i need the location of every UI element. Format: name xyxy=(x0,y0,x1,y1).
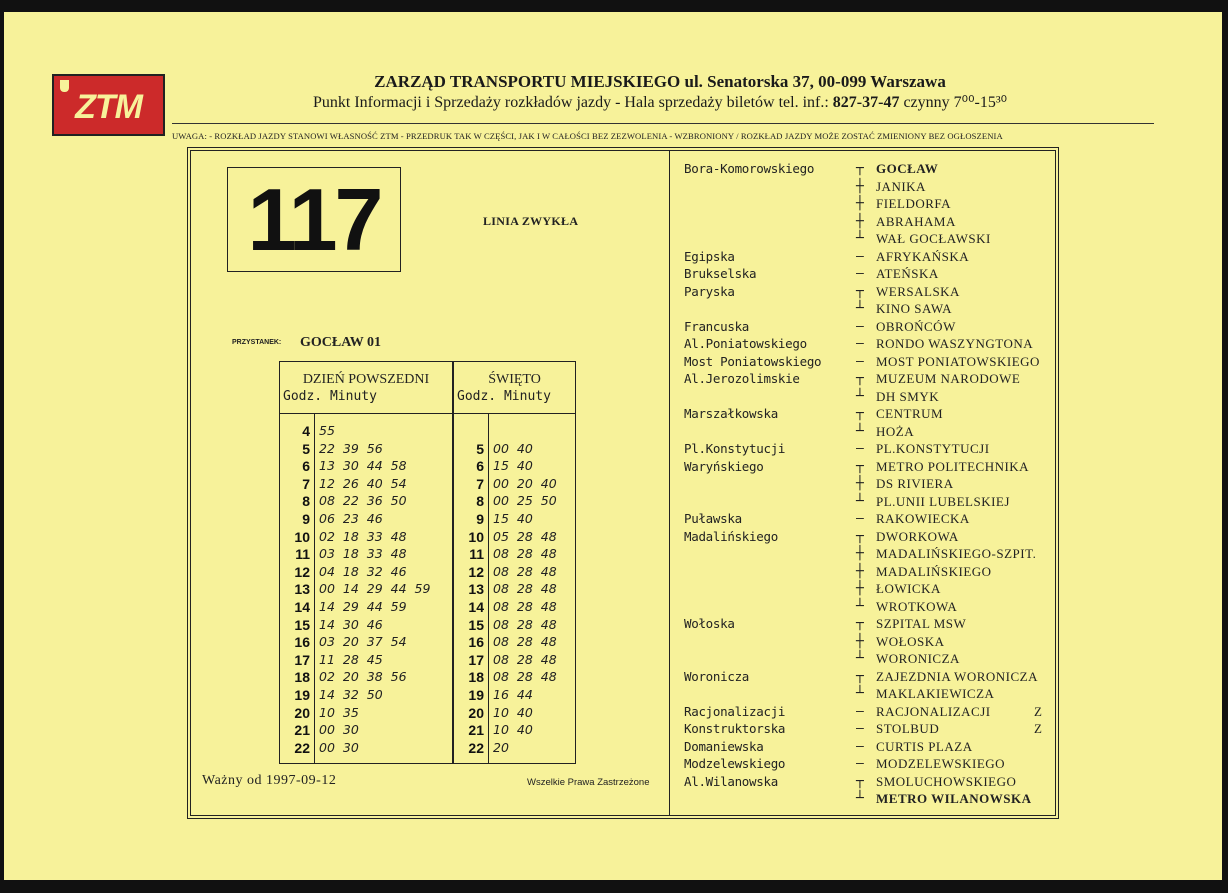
minutes-cell: 20 xyxy=(493,739,509,755)
minutes-cell: 05 28 48 xyxy=(493,528,557,544)
street-name: Modzelewskiego xyxy=(684,756,786,771)
header-phone: 827-37-47 xyxy=(832,94,900,111)
route-marker-icon: ┬ xyxy=(856,283,864,299)
minutes-cell: 14 32 50 xyxy=(319,687,383,702)
street-name: Wołoska xyxy=(684,616,735,631)
minutes-cell: 03 18 33 48 xyxy=(319,546,407,562)
route-marker-icon: ┬ xyxy=(856,161,864,176)
stop-name: MODZELEWSKIEGO xyxy=(876,756,1006,771)
route-marker-icon: ┴ xyxy=(856,686,864,701)
street-name: Egipska xyxy=(684,248,735,264)
minutes-cell: 00 30 xyxy=(319,739,359,755)
route-marker-icon: ┬ xyxy=(856,458,864,474)
street-name: Brukselska xyxy=(684,266,757,281)
minutes-cell: 00 14 29 44 59 xyxy=(319,581,431,597)
timetable-row xyxy=(280,529,452,546)
stop-name: ATEŃSKA xyxy=(876,266,939,281)
timetable-row xyxy=(280,458,452,475)
hour-cell: 9 xyxy=(302,511,310,527)
stop-name: KINO SAWA xyxy=(876,301,953,316)
column-divider xyxy=(669,150,670,816)
hour-cell: 7 xyxy=(302,475,310,492)
timetable-row xyxy=(454,564,575,581)
street-name: Al.Wilanowska xyxy=(684,773,778,789)
street-name: Al.Jerozolimskie xyxy=(684,371,800,386)
header-title: ZARZĄD TRANSPORTU MIEJSKIEGO ul. Senatorska 37, 00-099 Warszawa xyxy=(374,72,946,91)
minutes-cell: 10 40 xyxy=(493,722,533,738)
stop-name: ZAJEZDNIA WORONICZA xyxy=(876,668,1038,684)
timetable-row xyxy=(280,441,452,458)
hour-cell: 11 xyxy=(295,546,310,563)
timetable-row xyxy=(280,722,452,739)
rights-reserved: Wszelkie Prawa Zastrzeżone xyxy=(527,777,650,788)
street-name: Marszałkowska xyxy=(684,406,778,421)
stop-name: JANIKA xyxy=(876,178,926,194)
hour-cell: 18 xyxy=(468,669,484,686)
minutes-cell: 00 40 xyxy=(493,440,533,456)
route-marker-icon: ┴ xyxy=(856,423,864,439)
minutes-cell: 03 20 37 54 xyxy=(319,634,407,650)
route-marker-icon: ┬ xyxy=(856,773,864,789)
route-marker-icon: ┼ xyxy=(856,196,864,211)
weekday-header xyxy=(280,362,452,414)
hour-cell: 6 xyxy=(302,458,310,475)
street-name: Puławska xyxy=(684,511,742,526)
minutes-cell: 08 22 36 50 xyxy=(319,493,407,509)
stop-name: WROTKOWA xyxy=(876,598,958,614)
stop-name: STOLBUD xyxy=(876,721,940,736)
stop-name: SMOLUCHOWSKIEGO xyxy=(876,773,1017,789)
holiday-timetable xyxy=(453,361,576,764)
route-marker-icon: – xyxy=(856,441,864,456)
stop-name: GOCŁAW xyxy=(876,161,939,176)
timetable-row xyxy=(280,546,452,563)
minutes-cell: 15 40 xyxy=(493,458,533,474)
route-marker-icon: ┼ xyxy=(856,546,864,561)
hour-cell: 14 xyxy=(468,599,484,615)
minutes-cell: 16 44 xyxy=(493,687,533,702)
header-hours: czynny 7⁰⁰-15³⁰ xyxy=(899,94,1008,111)
minutes-cell: 11 28 45 xyxy=(319,651,383,667)
street-name: Bora-Komorowskiego xyxy=(684,161,815,176)
timetable-row xyxy=(454,511,575,528)
stop-name: FIELDORFA xyxy=(876,196,952,211)
hour-cell: 13 xyxy=(468,581,484,598)
route-marker-icon: ┬ xyxy=(856,528,864,544)
minutes-cell: 08 28 48 xyxy=(493,581,557,597)
minutes-cell: 06 23 46 xyxy=(319,511,383,526)
minutes-cell: 08 28 48 xyxy=(493,651,557,667)
header-info xyxy=(180,92,1140,112)
hour-cell: 13 xyxy=(294,581,310,598)
hour-cell: 21 xyxy=(468,722,484,739)
route-marker-icon: ┬ xyxy=(856,371,864,386)
timetable-row xyxy=(454,476,575,493)
minutes-cell: 00 25 50 xyxy=(493,493,557,509)
stop-name: PL.UNII LUBELSKIEJ xyxy=(876,493,1010,509)
street-name: Woronicza xyxy=(684,668,750,684)
timetable-row xyxy=(280,687,452,704)
stop-name: MADALIŃSKIEGO xyxy=(876,563,992,579)
timetable-row xyxy=(280,705,452,722)
route-marker-icon: ┴ xyxy=(856,598,864,614)
weekday-timetable xyxy=(279,361,453,764)
holiday-subhead: Godz. Minuty xyxy=(457,389,551,404)
route-marker-icon: ┼ xyxy=(856,581,864,596)
street-name: Racjonalizacji xyxy=(684,703,786,719)
minutes-cell: 14 30 46 xyxy=(319,616,383,632)
stop-name: WOŁOSKA xyxy=(876,633,945,649)
minutes-cell: 00 30 xyxy=(319,722,359,738)
stop-name: RAKOWIECKA xyxy=(876,511,970,526)
route-marker-icon: ┬ xyxy=(856,616,864,631)
line-type: LINIA ZWYKŁA xyxy=(483,214,579,228)
timetable-row xyxy=(280,493,452,510)
stop-name: WAŁ GOCŁAWSKI xyxy=(876,231,991,246)
stop-name: ŁOWICKA xyxy=(876,581,941,596)
timetable-row xyxy=(280,564,452,581)
hour-cell: 9 xyxy=(476,511,484,527)
stop-name: AFRYKAŃSKA xyxy=(876,248,970,264)
route-marker-icon: ┼ xyxy=(856,213,864,229)
header-info-text: Punkt Informacji i Sprzedaży rozkładów jazdy - Hala sprzedaży biletów tel. inf.: xyxy=(312,94,833,111)
timetable-row xyxy=(280,581,452,598)
hour-cell: 16 xyxy=(468,634,484,651)
minutes-cell: 10 40 xyxy=(493,704,533,720)
stop-name: ABRAHAMA xyxy=(876,213,956,229)
street-name: Madalińskiego xyxy=(684,528,778,544)
route-marker-icon: – xyxy=(856,353,864,369)
street-name: Most Poniatowskiego xyxy=(684,353,822,369)
timetable-row xyxy=(280,476,452,493)
stop-label: PRZYSTANEK: xyxy=(232,339,282,346)
timetable-row xyxy=(280,511,452,528)
timetable-row xyxy=(454,599,575,616)
stop-name: MADALIŃSKIEGO-SZPIT. xyxy=(876,546,1037,561)
minutes-cell: 08 28 48 xyxy=(493,546,557,562)
copyright-warning: UWAGA: - ROZKŁAD JAZDY STANOWI WŁASNOŚĆ ZTM - PRZEDRUK TAK W CZĘŚCI, JAK I W CAŁOŚCI BEZ ZEZWOLENIA - WZBRONIONY / ROZKŁAD JAZDY MOŻE ZOSTAĆ ZMIENIONY BEZ OGŁOSZENIA xyxy=(172,131,1003,141)
route-marker-icon: ┼ xyxy=(856,476,864,491)
timetable-row xyxy=(454,687,575,704)
route-marker-icon: ┬ xyxy=(856,668,864,684)
stop-name: PL.KONSTYTUCJI xyxy=(876,441,990,456)
minutes-cell: 08 28 48 xyxy=(493,616,557,632)
hour-cell: 16 xyxy=(294,634,310,651)
route-marker-icon: ┴ xyxy=(856,231,864,246)
weekday-title: DZIEŃ POWSZEDNI xyxy=(302,372,430,387)
timetable-row xyxy=(280,652,452,669)
stop-name: MAKLAKIEWICZA xyxy=(876,686,995,701)
hour-cell: 8 xyxy=(302,493,310,510)
route-marker-icon: – xyxy=(856,336,864,351)
ztm-logo xyxy=(52,74,165,136)
route-marker-icon: ┼ xyxy=(856,633,864,649)
timetable-row xyxy=(454,705,575,722)
timetable-row xyxy=(454,740,575,757)
route-marker-icon: ┼ xyxy=(856,563,864,579)
timetable-row xyxy=(280,617,452,634)
request-stop-flag: Z xyxy=(1034,703,1042,719)
route-marker-icon: ┴ xyxy=(856,791,864,806)
weekday-subhead: Godz. Minuty xyxy=(283,389,377,404)
hour-cell: 12 xyxy=(468,563,484,580)
route-marker-icon: – xyxy=(856,721,864,736)
hour-cell: 5 xyxy=(476,440,484,457)
stop-name: DS RIVIERA xyxy=(876,476,954,491)
timetable-row xyxy=(280,599,452,616)
hour-cell: 15 xyxy=(468,616,484,633)
hour-cell: 21 xyxy=(294,722,310,739)
street-name: Al.Poniatowskiego xyxy=(684,336,807,351)
route-marker-icon: – xyxy=(856,318,864,334)
hour-cell: 14 xyxy=(294,599,310,615)
hour-cell: 20 xyxy=(468,704,484,721)
timetable-row xyxy=(454,652,575,669)
route-marker-icon: – xyxy=(856,738,864,754)
route-marker-icon: ┼ xyxy=(856,178,864,194)
hour-cell: 11 xyxy=(469,546,484,563)
stop-name: RACJONALIZACJI xyxy=(876,703,991,719)
route-marker-icon: ┴ xyxy=(856,301,864,316)
stop-name: CURTIS PLAZA xyxy=(876,738,973,754)
stop-name: OBROŃCÓW xyxy=(876,318,956,334)
header-rule xyxy=(172,123,1154,124)
hour-cell: 10 xyxy=(468,528,484,545)
street-name: Paryska xyxy=(684,283,735,299)
minutes-cell: 08 28 48 xyxy=(493,634,557,650)
minutes-cell: 08 28 48 xyxy=(493,563,557,579)
hour-cell: 19 xyxy=(294,687,310,703)
minutes-cell: 02 20 38 56 xyxy=(319,669,407,685)
route-marker-icon: ┴ xyxy=(856,388,864,404)
timetable-row xyxy=(280,669,452,686)
hour-cell: 8 xyxy=(476,493,484,510)
stop-name: DH SMYK xyxy=(876,388,940,404)
stop-name: GOCŁAW 01 xyxy=(300,335,382,350)
minutes-cell: 10 35 xyxy=(319,704,359,720)
street-name: Domaniewska xyxy=(684,738,764,754)
route-marker-icon: ┴ xyxy=(856,651,864,666)
timetable-row xyxy=(454,441,575,458)
hour-cell: 19 xyxy=(468,687,484,703)
stop-name: RONDO WASZYNGTONA xyxy=(876,336,1034,351)
hour-cell: 20 xyxy=(294,704,310,721)
hour-cell: 22 xyxy=(468,739,484,756)
minutes-cell: 08 28 48 xyxy=(493,669,557,685)
hour-cell: 15 xyxy=(294,616,310,633)
minutes-cell: 08 28 48 xyxy=(493,599,557,614)
minutes-cell: 12 26 40 54 xyxy=(319,475,407,491)
route-marker-icon: ┬ xyxy=(856,406,864,421)
stop-name: SZPITAL MSW xyxy=(876,616,967,631)
timetable-row xyxy=(280,740,452,757)
stop-name: DWORKOWA xyxy=(876,528,959,544)
holiday-title: ŚWIĘTO xyxy=(488,372,541,387)
stop-name: WERSALSKA xyxy=(876,283,960,299)
stop-name: WORONICZA xyxy=(876,651,960,666)
minutes-cell: 02 18 33 48 xyxy=(319,528,407,544)
street-name: Pl.Konstytucji xyxy=(684,441,786,456)
timetable-row xyxy=(454,458,575,475)
route-marker-icon: – xyxy=(856,756,864,771)
route-marker-icon: – xyxy=(856,703,864,719)
hour-cell: 17 xyxy=(294,651,310,668)
timetable-row xyxy=(454,493,575,510)
timetable-row xyxy=(454,617,575,634)
hour-cell: 5 xyxy=(302,440,310,457)
route-marker-icon: – xyxy=(856,266,864,281)
minutes-cell: 14 29 44 59 xyxy=(319,599,407,614)
stop-name: CENTRUM xyxy=(876,406,944,421)
route-marker-icon: ┴ xyxy=(856,493,864,509)
street-name: Waryńskiego xyxy=(684,458,764,474)
stop-name: METRO POLITECHNIKA xyxy=(876,458,1030,474)
hour-cell: 10 xyxy=(294,528,310,545)
timetable-row xyxy=(454,546,575,563)
timetable-row xyxy=(280,423,452,440)
route-marker-icon: – xyxy=(856,511,864,526)
minutes-cell: 04 18 32 46 xyxy=(319,563,407,579)
holiday-header xyxy=(454,362,575,414)
hour-cell: 17 xyxy=(468,651,484,668)
hour-cell: 7 xyxy=(476,475,484,492)
street-name: Francuska xyxy=(684,318,750,334)
street-name: Konstruktorska xyxy=(684,721,786,736)
minutes-cell: 15 40 xyxy=(493,511,533,526)
hour-cell: 22 xyxy=(294,739,310,756)
timetable-row xyxy=(454,722,575,739)
valid-from: Ważny od 1997-09-12 xyxy=(202,773,337,788)
minutes-cell: 55 xyxy=(319,423,335,438)
timetable-row xyxy=(280,634,452,651)
stop-name: MOST PONIATOWSKIEGO xyxy=(876,353,1040,369)
logo-text: ZTM xyxy=(75,88,142,126)
line-number: 117 xyxy=(227,167,401,272)
minutes-cell: 00 20 40 xyxy=(493,475,557,491)
route-marker-icon: – xyxy=(856,248,864,264)
timetable-row xyxy=(454,669,575,686)
request-stop-flag: Z xyxy=(1034,721,1042,736)
stop-name: MUZEUM NARODOWE xyxy=(876,371,1021,386)
hour-cell: 18 xyxy=(294,669,310,686)
timetable-row xyxy=(454,634,575,651)
stop-name: METRO WILANOWSKA xyxy=(876,791,1032,806)
timetable-row xyxy=(454,529,575,546)
stop-name: HOŻA xyxy=(876,423,915,439)
hour-cell: 6 xyxy=(476,458,484,475)
minutes-cell: 13 30 44 58 xyxy=(319,458,407,474)
hour-cell: 4 xyxy=(302,423,310,439)
timetable-row xyxy=(454,581,575,598)
minutes-cell: 22 39 56 xyxy=(319,440,383,456)
hour-cell: 12 xyxy=(294,563,310,580)
